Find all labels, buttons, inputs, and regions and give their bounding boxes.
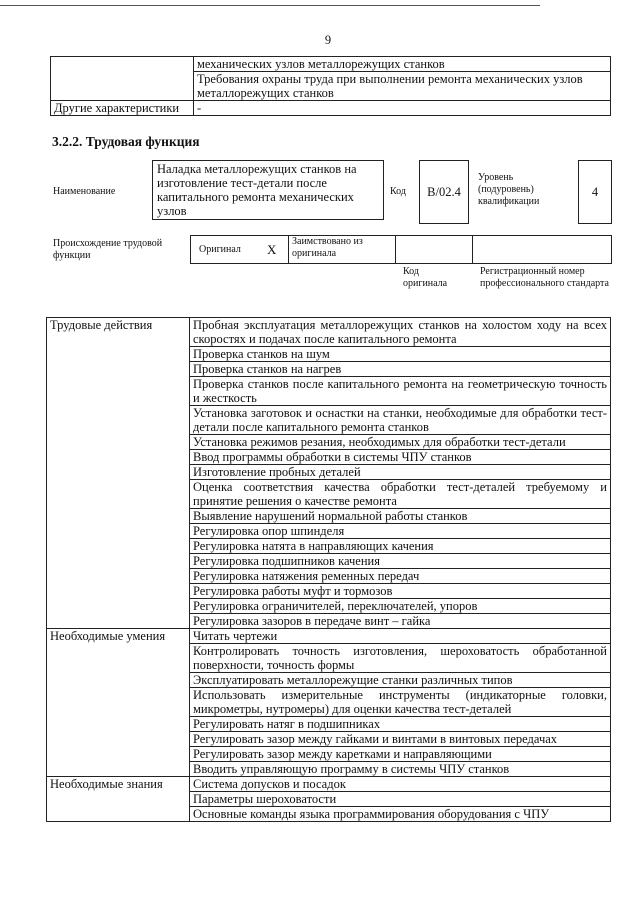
origin-table xyxy=(190,235,612,264)
origin-label: Происхождение трудовой функции xyxy=(53,238,163,261)
group-item: Параметры шероховатости xyxy=(190,792,611,807)
group-item: Регулировка работы муфт и тормозов xyxy=(190,584,611,599)
original-label: Оригинал xyxy=(191,236,265,264)
table-row xyxy=(47,629,611,644)
code-label: Код xyxy=(390,186,406,197)
group-item: Вводить управляющую программу в системы ЧПУ станков xyxy=(190,762,611,777)
group-item: Проверка станков после капитального ремонта на геометрическую точность и жесткость xyxy=(190,377,611,406)
group-item: Регулировка натяжения ременных передач xyxy=(190,569,611,584)
group-item: Регулировать зазор между гайками и винтами в винтовых передачах xyxy=(190,732,611,747)
other-characteristics-label: Другие характеристики xyxy=(51,101,194,116)
top-row-1: Требования охраны труда при выполнении ремонта механических узлов металлорежущих станков xyxy=(194,72,611,101)
group-item: Регулировка опор шпинделя xyxy=(190,524,611,539)
group-item: Установка режимов резания, необходимых для обработки тест-детали xyxy=(190,435,611,450)
other-characteristics-value: - xyxy=(194,101,611,116)
group-item: Регулировка зазоров в передаче винт – гайка xyxy=(190,614,611,629)
group-item: Эксплуатировать металлорежущие станки различных типов xyxy=(190,673,611,688)
section-title: 3.2.2. Трудовая функция xyxy=(52,134,200,149)
level-label: Уровень (подуровень) квалификации xyxy=(478,172,540,207)
top-table xyxy=(50,56,611,116)
top-row-0: механических узлов металлорежущих станков xyxy=(194,57,611,72)
function-name: Наладка металлорежущих станков на изготовление тест-детали после капитального ремонта механических узлов xyxy=(152,160,384,220)
reg-number-label: Регистрационный номер профессионального стандарта xyxy=(480,266,609,289)
borrowed-label: Заимствовано из оригинала xyxy=(289,236,396,264)
code-original-label: Код оригинала xyxy=(403,266,448,289)
name-label: Наименование xyxy=(53,186,116,197)
group-item: Регулировка подшипников качения xyxy=(190,554,611,569)
group-item: Выявление нарушений нормальной работы станков xyxy=(190,509,611,524)
group-item: Ввод программы обработки в системы ЧПУ станков xyxy=(190,450,611,465)
group-item: Регулировать зазор между каретками и направляющими xyxy=(190,747,611,762)
group-item: Изготовление пробных деталей xyxy=(190,465,611,480)
group-item: Система допусков и посадок xyxy=(190,777,611,792)
group-label: Необходимые умения xyxy=(47,629,190,777)
level-value: 4 xyxy=(578,160,612,224)
group-item: Регулировка натята в направляющих качения xyxy=(190,539,611,554)
top-rule xyxy=(0,5,540,6)
group-item: Установка заготовок и оснастки на станки, необходимые для обработки тест-детали после капитального ремонта станков xyxy=(190,406,611,435)
group-item: Оценка соответствия качества обработки тест-деталей требуемому и принятие решения о качестве ремонта xyxy=(190,480,611,509)
group-label: Необходимые знания xyxy=(47,777,190,822)
group-label: Трудовые действия xyxy=(47,318,190,629)
group-item: Использовать измерительные инструменты (индикаторные головки, микрометры, нутромеры) для оценки качества тест-деталей xyxy=(190,688,611,717)
code-value: B/02.4 xyxy=(419,160,469,224)
group-item: Основные команды языка программирования оборудования с ЧПУ xyxy=(190,807,611,822)
group-item: Регулировать натяг в подшипниках xyxy=(190,717,611,732)
group-item: Проверка станков на шум xyxy=(190,347,611,362)
group-item: Контролировать точность изготовления, шероховатость обработанной поверхности, точность формы xyxy=(190,644,611,673)
table-row xyxy=(47,318,611,347)
group-item: Читать чертежи xyxy=(190,629,611,644)
group-item: Регулировка ограничителей, переключателей, упоров xyxy=(190,599,611,614)
table-row xyxy=(47,777,611,792)
group-item: Проверка станков на нагрев xyxy=(190,362,611,377)
main-table xyxy=(46,317,611,822)
original-mark: X xyxy=(264,236,289,264)
group-item: Пробная эксплуатация металлорежущих станков на холостом ходу на всех скоростях и подачах после капитального ремонта xyxy=(190,318,611,347)
page-number: 9 xyxy=(324,33,332,47)
